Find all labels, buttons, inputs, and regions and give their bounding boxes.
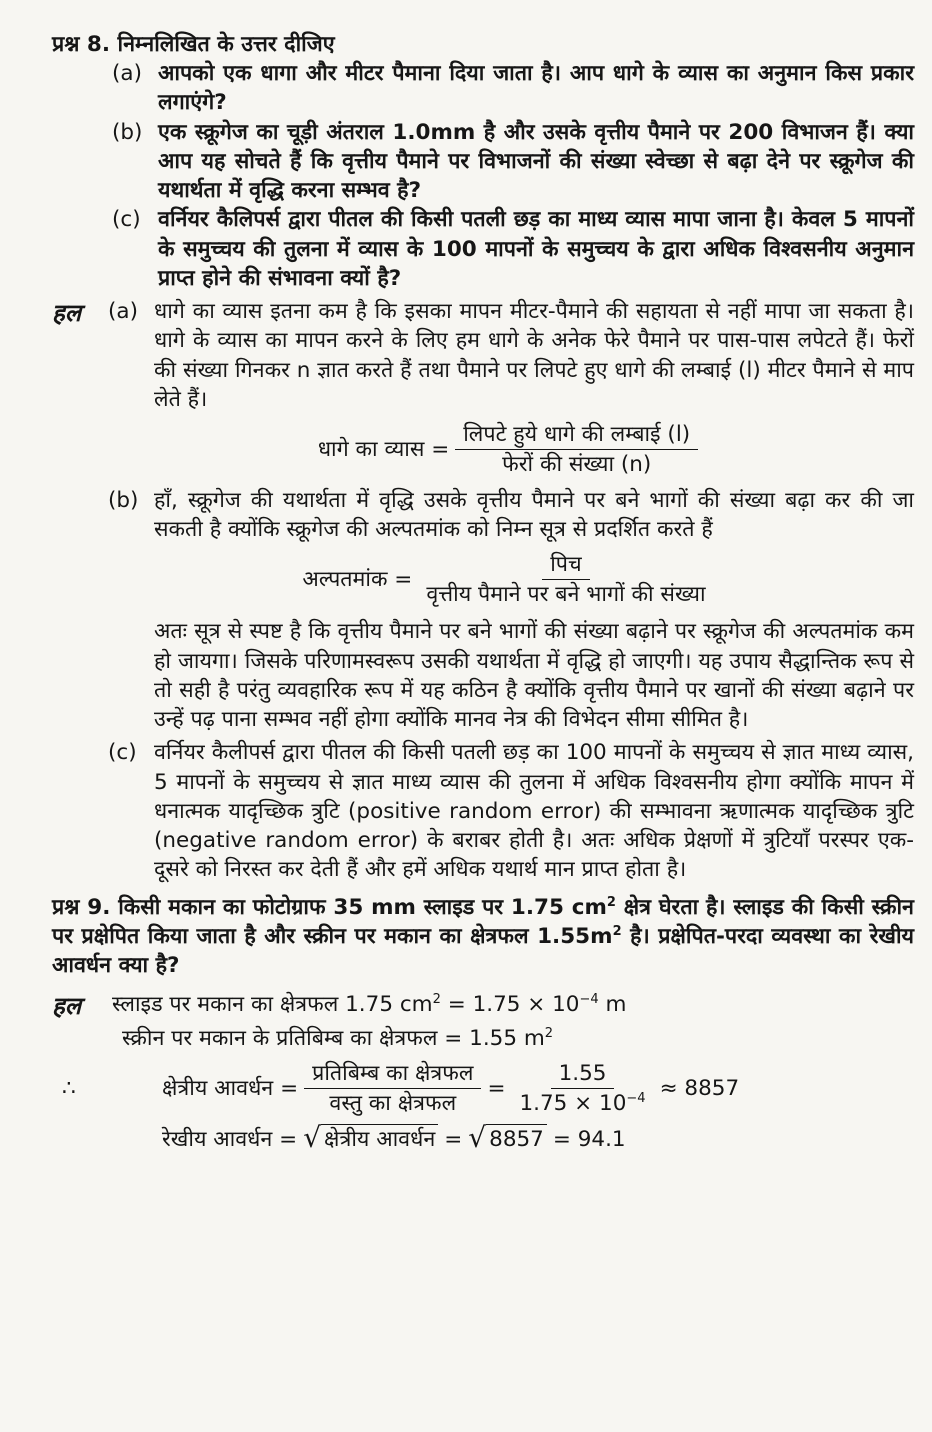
solution-8-label: हल: [52, 299, 82, 328]
question-8-title: निम्नलिखित के उत्तर दीजिए: [117, 32, 335, 57]
formula-lhs: अल्पतमांक =: [302, 567, 413, 593]
fraction-denominator: फेरों की संख्या (n): [502, 452, 652, 478]
question-9-text: है। प्रक्षेपित-परदा व्यवस्था का रेखीय आवर्धन क्या है?: [52, 923, 915, 979]
question-9-text: किसी मकान का फोटोग्राफ 35 mm स्लाइड पर 1.75 cm: [118, 894, 607, 920]
approx-result: ≈ 8857: [659, 1075, 740, 1101]
part-tag: (b): [108, 487, 139, 513]
part-text: हाँ, स्क्रूगेज की यथार्थता में वृद्धि उसके वृत्तीय पैमाने पर बने भागों की संख्या बढ़ा कर की जा सकती है क्योंकि स्क्रूगेज की अल्पतमांक को निम्न सूत्र से प्रदर्शित करते हैं: [154, 487, 914, 542]
equation-text: स्लाइड पर मकान का क्षेत्रफल 1.75 cm: [112, 992, 433, 1018]
radicand: 8857: [486, 1124, 547, 1154]
formula-thread-diameter: [108, 420, 914, 479]
formula-least-count: [108, 550, 914, 609]
question-8-part-c: [112, 205, 914, 293]
solution-8: [52, 297, 914, 884]
linear-result: = 94.1: [552, 1126, 626, 1152]
question-8-part-b: [112, 118, 914, 206]
superscript: 2: [432, 992, 441, 1008]
equation-text: m: [598, 992, 627, 1018]
fraction-denominator: वृत्तीय पैमाने पर बने भागों की संख्या: [426, 582, 706, 608]
radical-sign-icon: √: [303, 1121, 322, 1155]
fraction: [455, 420, 698, 479]
solution-8-part-a: [108, 297, 914, 414]
part-tag: (c): [108, 740, 137, 766]
part-text: एक स्क्रूगेज का चूड़ी अंतराल 1.0mm है और उसके वृत्तीय पैमाने पर 200 विभाजन हैं। क्या आप यह सोचते हैं कि वृत्तीय पैमाने पर विभाजनों की संख्या स्वेच्छा से बढ़ा देने पर स्क्रूगेज की यथार्थता में वृद्धि करना सम्भव है?: [158, 119, 914, 204]
superscript: −4: [626, 1090, 646, 1106]
therefore-symbol: ∴: [62, 1075, 76, 1101]
fraction-numerator: 1.55: [551, 1059, 615, 1089]
equals-sign: =: [444, 1126, 463, 1152]
part-text: वर्नियर कैलिपर्स द्वारा पीतल की किसी पतली छड़ का माध्य व्यास मापा जाना है। केवल 5 मापनों के समुच्चय की तुलना में व्यास के 100 मापनों के समुच्चय के द्वारा अधिक विश्वसनीय अनुमान प्राप्त होने की संभावना क्यों है?: [158, 207, 914, 291]
question-9-label: प्रश्न 9.: [52, 894, 111, 920]
part-text: धागे का व्यास इतना कम है कि इसका मापन मीटर-पैमाने की सहायता से नहीं मापा जा सकता है। धागे के व्यास का मापन करने के लिए हम धागे के अनेक फेरे पैमाने पर पास-पास लपेटते हैं। फेरों की संख्या गिनकर n ज्ञात करते हैं तथा पैमाने पर लिपटे हुए धागे की लम्बाई (l) मीटर पैमाने से माप लेते हैं।: [154, 299, 914, 412]
screen-area-line: [112, 1024, 914, 1053]
formula-lhs: रेखीय आवर्धन =: [162, 1126, 298, 1152]
fraction: [418, 550, 713, 609]
fraction: [304, 1059, 481, 1118]
solution-8-part-b-explanation: अतः सूत्र से स्पष्ट है कि वृत्तीय पैमाने पर बने भागों की संख्या बढ़ाने पर स्क्रूगेज की अल्पतमांक कम हो जायगा। जिसके परिणामस्वरूप उसकी यथार्थता में वृद्धि हो जाएगी। यह उपाय सैद्धान्तिक रूप से तो सही है परंतु व्यवहारिक रूप में यह कठिन है क्योंकि वृत्तीय पैमाने पर खानों की संख्या बढ़ाने पर उन्हें पढ़ पाना सम्भव नहीं होगा क्योंकि मानव नेत्र की विभेदन सीमा सीमित है।: [154, 619, 914, 733]
fraction-numerator: लिपटे हुये धागे की लम्बाई (l): [455, 420, 698, 450]
equals-sign: =: [487, 1075, 506, 1101]
question-8-part-a: [112, 59, 914, 117]
question-9: [52, 893, 914, 981]
formula-lhs: क्षेत्रीय आवर्धन =: [162, 1075, 299, 1101]
solution-9: [52, 990, 914, 1154]
equation-text: स्क्रीन पर मकान के प्रतिबिम्ब का क्षेत्रफल = 1.55 m: [122, 1025, 545, 1051]
square-root: [468, 1121, 547, 1155]
part-text: वर्नियर कैलीपर्स द्वारा पीतल की किसी पतली छड़ का 100 मापनों के समुच्चय से ज्ञात माध्य व्यास, 5 मापनों के समुच्चय से ज्ञात माध्य व्यास की तुलना में अधिक विश्वसनीय होगा क्योंकि मापन में धनात्मक यादृच्छिक त्रुटि (positive random error) की सम्भावना ऋणात्मक यादृच्छिक त्रुटि (negative random error) के बराबर होती है। अतः अधिक प्रेक्षणों में त्रुटियाँ परस्पर एक-दूसरे को निरस्त कर देती हैं और हमें अधिक यथार्थ मान प्राप्त होता है।: [154, 740, 914, 883]
part-tag: (b): [112, 119, 143, 145]
fraction: [511, 1059, 653, 1118]
solution-8-part-b: [108, 486, 914, 544]
radical-sign-icon: √: [468, 1121, 487, 1155]
fraction-numerator: पिच: [542, 550, 589, 580]
linear-magnification-formula: [112, 1121, 914, 1155]
solution-8-part-c: [108, 738, 914, 884]
fraction-numerator: प्रतिबिम्ब का क्षेत्रफल: [304, 1059, 481, 1089]
solution-9-label: हल: [52, 992, 82, 1021]
superscript: −4: [579, 992, 599, 1008]
part-tag: (a): [108, 299, 138, 325]
fraction-denominator: वस्तु का क्षेत्रफल: [329, 1090, 457, 1116]
question-8-label: प्रश्न 8.: [52, 32, 111, 57]
square-root: [303, 1121, 438, 1155]
equation-text: = 1.75 × 10: [440, 992, 580, 1018]
superscript: 2: [544, 1025, 554, 1041]
slide-area-line: [112, 990, 914, 1019]
radicand: क्षेत्रीय आवर्धन: [321, 1124, 438, 1154]
part-text: आपको एक धागा और मीटर पैमाना दिया जाता है। आप धागे के व्यास का अनुमान किस प्रकार लगाएंगे?: [158, 61, 914, 116]
areal-magnification-formula: [62, 1059, 914, 1118]
part-tag: (c): [112, 207, 141, 233]
part-tag: (a): [112, 61, 142, 87]
question-8-heading: [52, 30, 914, 59]
formula-lhs: धागे का व्यास =: [317, 437, 450, 463]
fraction-denominator: [511, 1089, 653, 1118]
question-9-text: क्षेत्र घेरता है। स्लाइड की किसी स्क्रीन पर प्रक्षेपित किया जाता है और स्क्रीन पर मकान का क्षेत्रफल 1.55m: [52, 894, 914, 949]
superscript: 2: [612, 923, 622, 939]
denominator-text: 1.75 × 10: [519, 1090, 627, 1116]
superscript: 2: [606, 894, 616, 910]
